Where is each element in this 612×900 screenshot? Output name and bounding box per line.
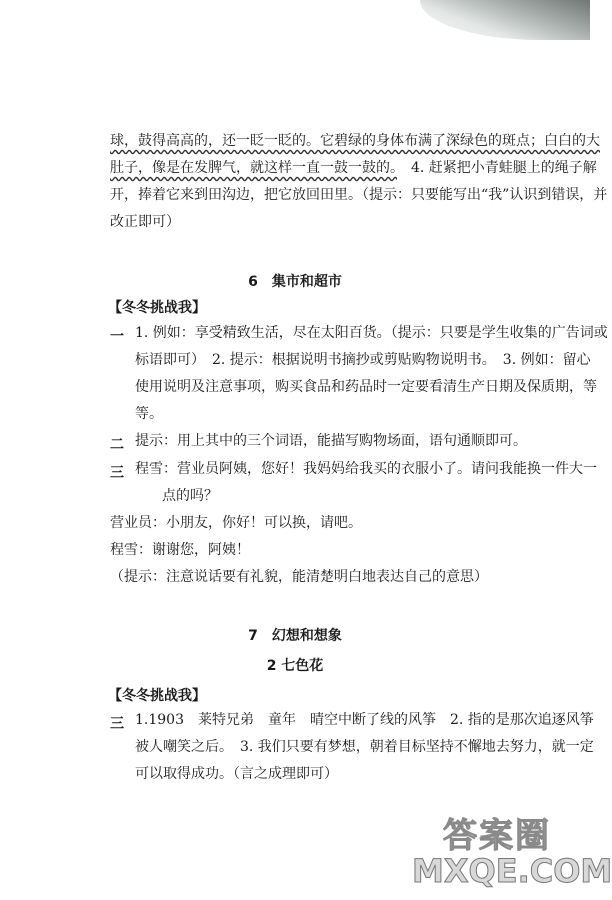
page-corner-shadow [420, 0, 590, 40]
item-1-line-1: 1. 例如：享受精致生活，尽在太阳百货。（提示：只要是学生收集的广告词或 [135, 325, 608, 341]
dialogue-line-2: 点的吗？ [162, 488, 218, 504]
section-7-heading: 【冬冬挑战我】 [108, 688, 206, 704]
section-7-line-2: 被人嘲笑之后。 3. 我们只要有梦想，朝着目标坚持不懈地去努力，就一定 [135, 739, 594, 755]
continuation-line-2-underlined: 肚子，像是在发脾气，就这样一直一鼓一鼓的。 [110, 160, 397, 176]
section-6-title: 6 集市和超市 [248, 274, 342, 290]
item-3-body [110, 456, 597, 591]
item-1-line-4: 等。 [135, 406, 163, 422]
dialogue-hint: （提示：注意说话要有礼貌，能清楚明白地表达自己的意思） [110, 569, 488, 585]
section-6-heading: 【冬冬挑战我】 [108, 300, 206, 316]
continuation-line-2 [110, 155, 597, 182]
item-1-number: 一 [110, 329, 124, 345]
lesson-title: 2 七色花 [266, 658, 324, 674]
watermark-domain: MXQE.COM [412, 852, 612, 890]
section-7-line-3: 可以取得成功。（言之成理即可） [135, 766, 338, 782]
item-3-number: 三 [110, 465, 124, 481]
watermark-logo-text: 答案圈 [443, 816, 551, 856]
section-7-line-1: 1.1903 莱特兄弟 童年 晴空中断了线的风筝 2. 指的是那次追逐风筝 [135, 712, 594, 728]
item-2-number: 二 [110, 437, 124, 453]
section-7-item-number: 三 [110, 716, 124, 732]
section-7-item-body [135, 707, 594, 788]
continuation-paragraph [110, 128, 608, 236]
item-2-body: 提示：用上其中的三个词语，能描写购物场面，语句通顺即可。 [135, 433, 527, 449]
dialogue-line-1: 程雪：营业员阿姨，您好！我妈妈给我买的衣服小了。请问我能换一件大一 [135, 461, 597, 477]
section-7-title: 7 幻想和想象 [248, 628, 342, 644]
dialogue-line-4: 程雪：谢谢您，阿姨！ [110, 542, 250, 558]
item-1-line-2: 标语即可） 2. 提示：根据说明书摘抄或剪贴购物说明书。 3. 例如：留心 [135, 352, 591, 368]
continuation-line-1: 球，鼓得高高的，还一眨一眨的。它碧绿的身体布满了深绿色的斑点；白白的大 [110, 133, 600, 149]
continuation-line-2-tail: 4. 赶紧把小青蛙腿上的绳子解 [411, 160, 597, 176]
dialogue-line-3: 营业员：小朋友，你好！可以换，请吧。 [110, 515, 362, 531]
site-watermark [412, 808, 612, 890]
item-1-line-3: 使用说明及注意事项，购买食品和药品时一定要看清生产日期及保质期，等 [135, 379, 597, 395]
item-1-body [135, 320, 608, 428]
continuation-line-3: 开，捧着它来到田沟边，把它放回田里。（提示：只要能写出“我”认识到错误，并 [110, 187, 608, 203]
continuation-line-4: 改正即可） [110, 214, 180, 230]
